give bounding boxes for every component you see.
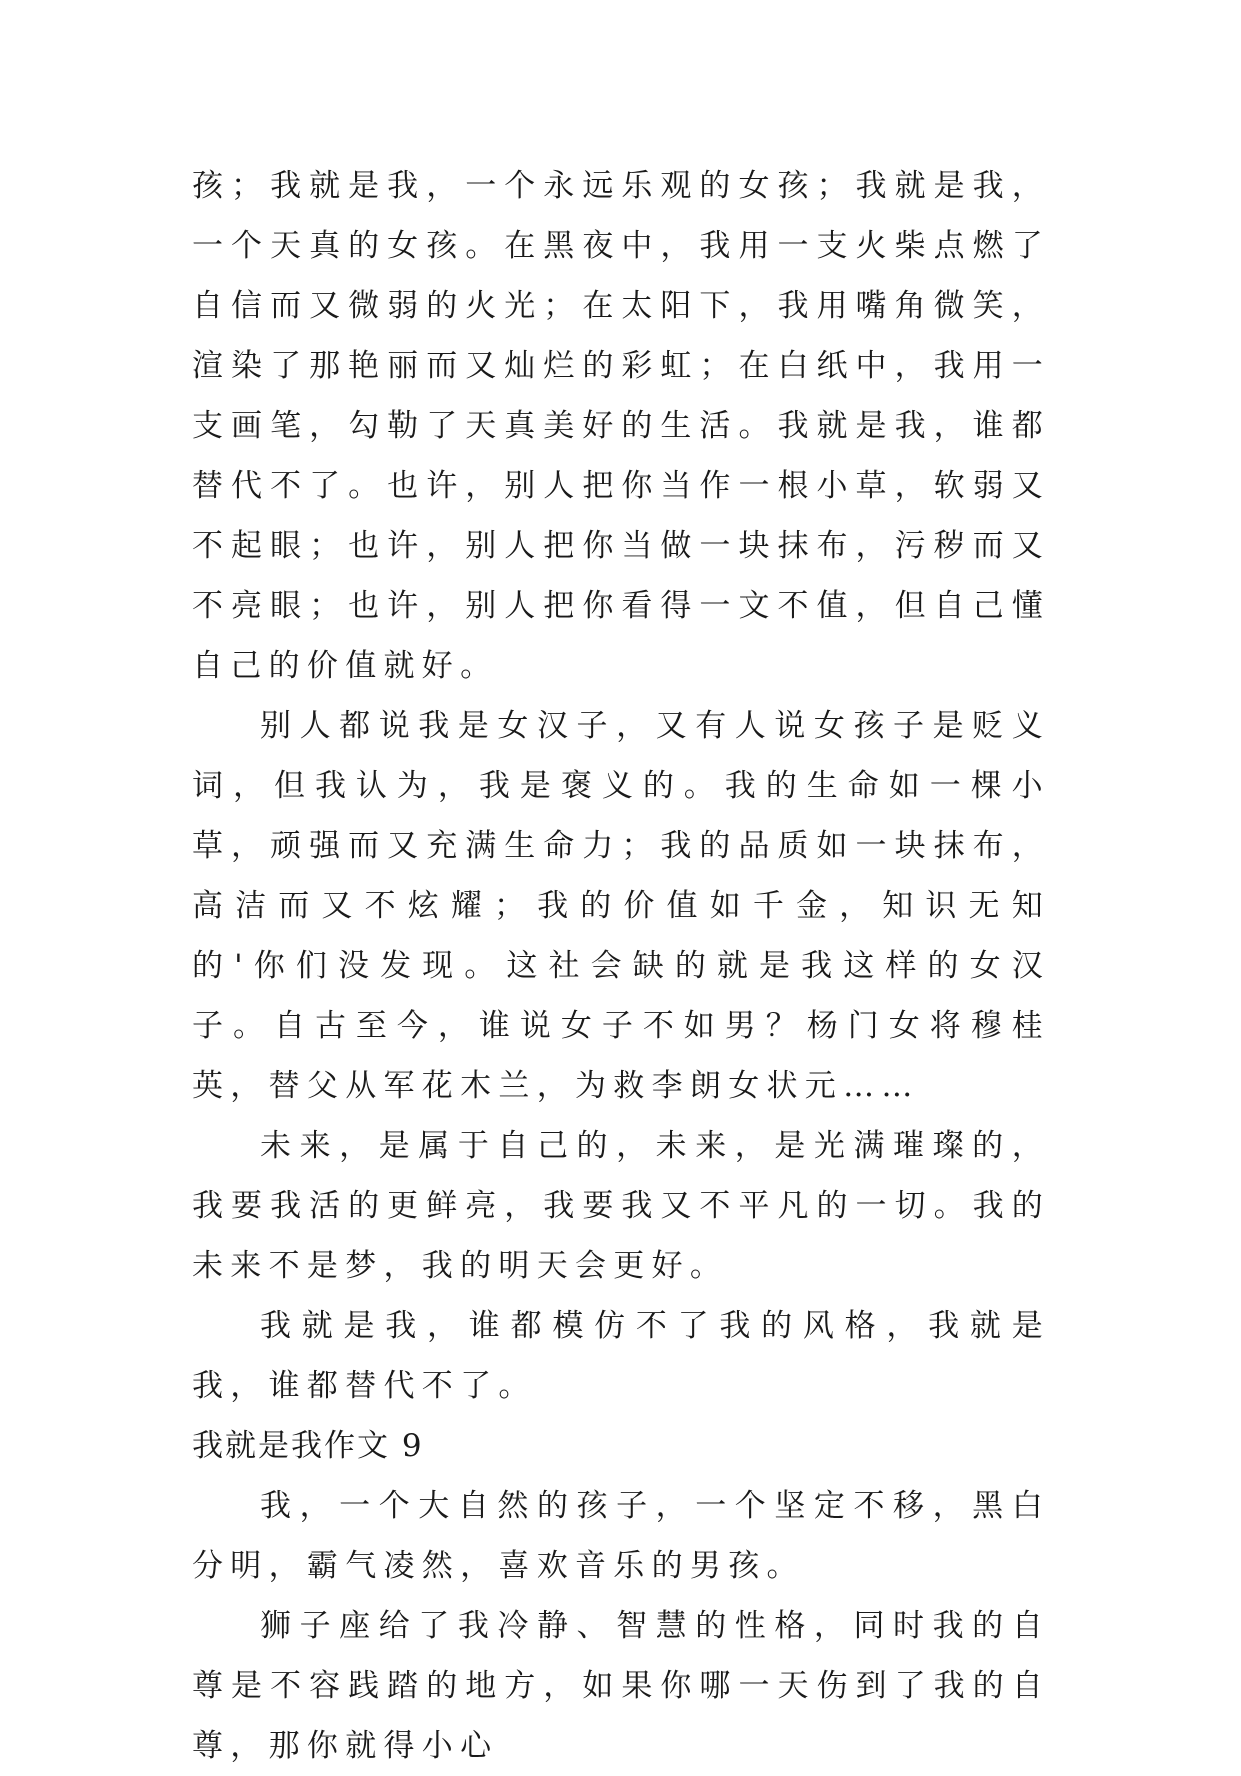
paragraph: 孩；我就是我，一个永远乐观的女孩；我就是我，一个天真的女孩。在黑夜中，我用一支火柴点燃了自信而又微弱的火光；在太阳下，我用嘴角微笑，渲染了那艳丽而又灿烂的彩虹；在白纸中，我用一支画笔，勾勒了天真美好的生活。我就是我，谁都替代不了。也许，别人把你当作一根小草，软弱又不起眼；也许，别人把你当做一块抹布，污秽而又不亮眼；也许，别人把你看得一文不值，但自己懂自己的价值就好。 xyxy=(192,168,1050,684)
paragraph: 我就是我，谁都模仿不了我的风格，我就是我，谁都替代不了。 xyxy=(192,1308,1050,1404)
document-body xyxy=(192,156,1050,1776)
paragraph: 我，一个大自然的孩子，一个坚定不移，黑白分明，霸气凌然，喜欢音乐的男孩。 xyxy=(192,1488,1050,1584)
section-heading: 我就是我作文 9 xyxy=(192,1428,424,1464)
paragraph: 狮子座给了我冷静、智慧的性格，同时我的自尊是不容践踏的地方，如果你哪一天伤到了我的自尊，那你就得小心 xyxy=(192,1608,1050,1764)
paragraph: 未来，是属于自己的，未来，是光满璀璨的，我要我活的更鲜亮，我要我又不平凡的一切。我的未来不是梦，我的明天会更好。 xyxy=(192,1128,1050,1284)
paragraph: 别人都说我是女汉子，又有人说女孩子是贬义词，但我认为，我是褒义的。我的生命如一棵小草，顽强而又充满生命力；我的品质如一块抹布，高洁而又不炫耀；我的价值如千金，知识无知的'你们没发现。这社会缺的就是我这样的女汉子。自古至今，谁说女子不如男？杨门女将穆桂英，替父从军花木兰，为救李朗女状元…… xyxy=(192,708,1050,1104)
